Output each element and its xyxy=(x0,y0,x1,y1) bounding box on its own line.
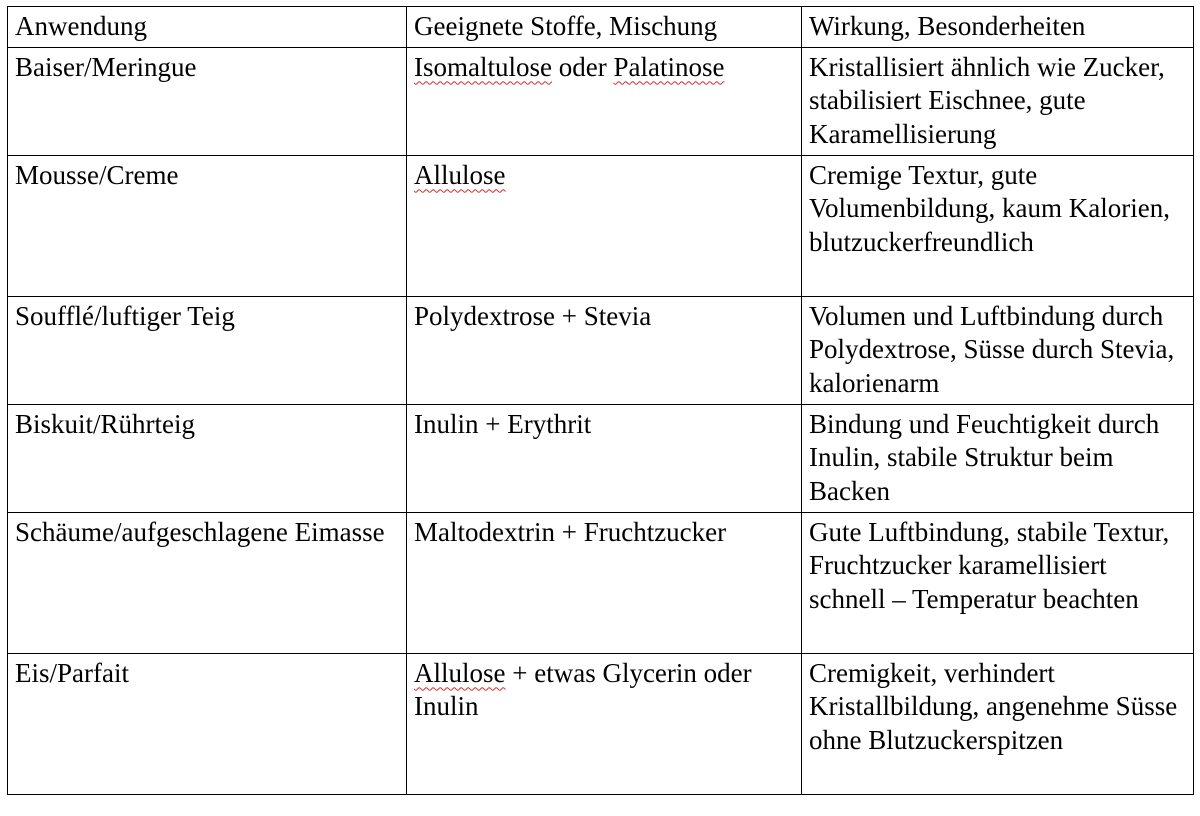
cell-anwendung: Baiser/Meringue xyxy=(8,47,407,155)
cell-text: oder xyxy=(551,51,614,82)
cell-anwendung: Mousse/Creme xyxy=(8,155,407,296)
cell-wirkung: Bindung und Feuchtigkeit durch Inulin, stabile Struktur beim Backen xyxy=(802,404,1194,512)
spellcheck-word: Isomaltulose xyxy=(414,51,552,82)
cell-stoffe xyxy=(407,155,802,296)
cell-text: Polydextrose + Stevia xyxy=(414,300,652,331)
cell-text: + etwas Glycerin oder Inulin xyxy=(414,657,752,722)
cell-text: Inulin + Erythrit xyxy=(414,408,592,439)
header-wirkung: Wirkung, Besonderheiten xyxy=(802,7,1194,48)
cell-anwendung: Schäume/aufgeschlagene Eimasse xyxy=(8,512,407,653)
table-row xyxy=(8,653,1194,794)
cell-wirkung: Cremige Textur, gute Volumenbildung, kaum Kalorien, blutzuckerfreundlich xyxy=(802,155,1194,296)
header-stoffe: Geeignete Stoffe, Mischung xyxy=(407,7,802,48)
cell-wirkung: Kristallisiert ähnlich wie Zucker, stabilisiert Eischnee, gute Karamellisierung xyxy=(802,47,1194,155)
cell-wirkung: Volumen und Luftbindung durch Polydextrose, Süsse durch Stevia, kalorienarm xyxy=(802,296,1194,404)
spellcheck-word: Allulose xyxy=(414,159,506,190)
header-anwendung: Anwendung xyxy=(8,7,407,48)
cell-anwendung: Soufflé/luftiger Teig xyxy=(8,296,407,404)
cell-stoffe xyxy=(407,653,802,794)
table-row xyxy=(8,155,1194,296)
cell-stoffe xyxy=(407,47,802,155)
table-row xyxy=(8,296,1194,404)
cell-anwendung: Biskuit/Rührteig xyxy=(8,404,407,512)
table-row xyxy=(8,47,1194,155)
cell-wirkung: Cremigkeit, verhindert Kristallbildung, angenehme Süsse ohne Blutzuckerspitzen xyxy=(802,653,1194,794)
table-row xyxy=(8,512,1194,653)
cell-stoffe xyxy=(407,512,802,653)
sweetener-table xyxy=(7,6,1194,795)
spellcheck-word: Palatinose xyxy=(613,51,725,82)
table-row xyxy=(8,404,1194,512)
cell-wirkung: Gute Luftbindung, stabile Textur, Fruchtzucker karamellisiert schnell – Temperatur beachten xyxy=(802,512,1194,653)
spellcheck-word: Allulose xyxy=(414,657,506,688)
cell-stoffe xyxy=(407,296,802,404)
cell-anwendung: Eis/Parfait xyxy=(8,653,407,794)
table-header-row xyxy=(8,7,1194,48)
cell-stoffe xyxy=(407,404,802,512)
cell-text: Maltodextrin + Fruchtzucker xyxy=(414,516,727,547)
